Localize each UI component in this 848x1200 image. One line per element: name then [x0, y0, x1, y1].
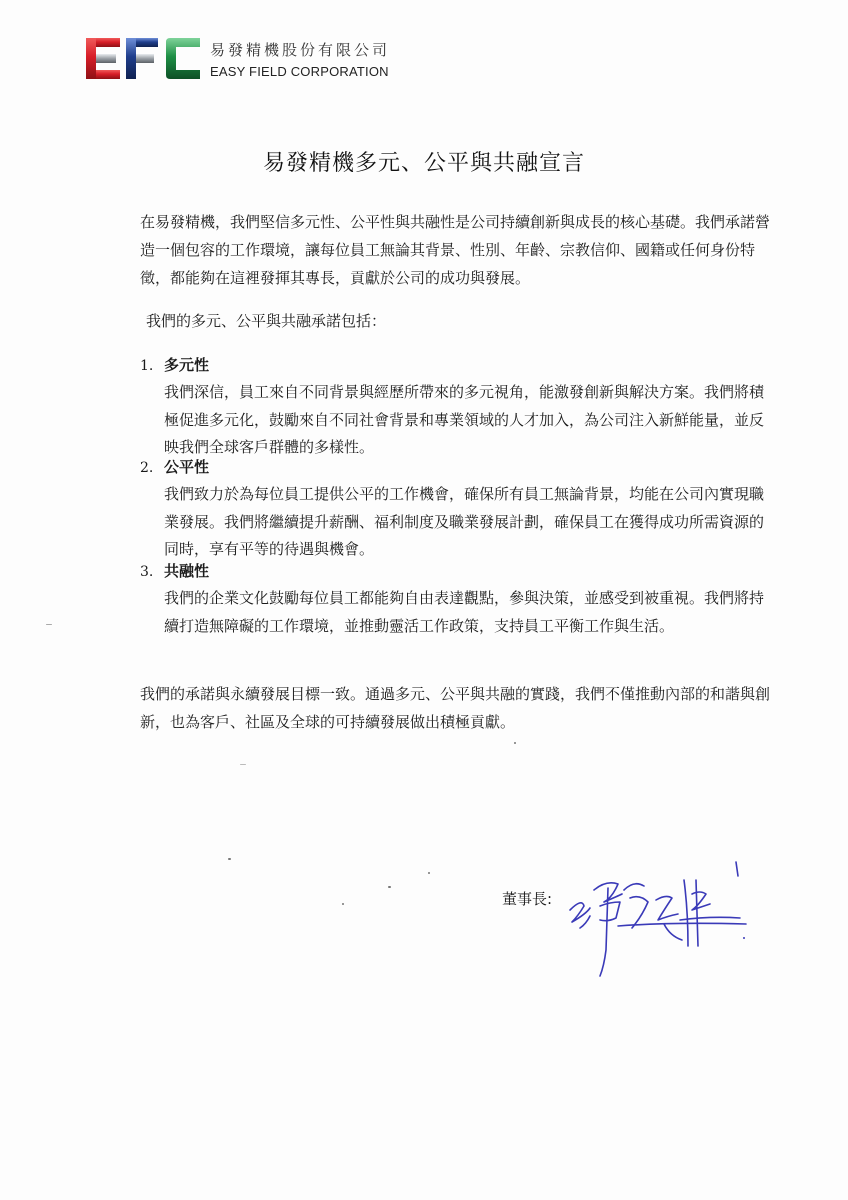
item-body: 我們致力於為每位員工提供公平的工作機會，確保所有員工無論背景，均能在公司內實現職業發展。我們將繼續提升薪酬、福利制度及職業發展計劃，確保員工在獲得成功所需資源的同時，享有平等的待遇與機會。 [164, 485, 765, 558]
scan-speck [428, 872, 430, 874]
scan-speck [46, 624, 52, 625]
commitment-item-equity [140, 454, 780, 564]
efc-logo [86, 36, 202, 82]
intro-paragraph: 在易發精機，我們堅信多元性、公平性與共融性是公司持續創新與成長的核心基礎。我們承諾營造一個包容的工作環境，讓每位員工無論其背景、性別、年齡、宗教信仰、國籍或任何身份特徵，都能夠在這裡發揮其專長，貢獻於公司的成功與發展。 [140, 213, 771, 287]
scan-speck [228, 858, 231, 860]
scan-speck [342, 903, 344, 905]
commitment-item-inclusion [140, 558, 780, 640]
document-title: 易發精機多元、公平與共融宣言 [262, 151, 585, 176]
company-name-zh: 易發精機股份有限公司 [210, 41, 391, 59]
item-title: 共融性 [164, 562, 210, 580]
item-title: 多元性 [164, 356, 210, 374]
item-body: 我們深信，員工來自不同背景與經歷所帶來的多元視角，能激發創新與解決方案。我們將積極促進多元化，鼓勵來自不同社會背景和專業領域的人才加入，為公司注入新鮮能量，並反映我們全球客戶群體的多樣性。 [164, 383, 765, 456]
company-name [210, 40, 390, 80]
closing-paragraph: 我們的承諾與永續發展目標一致。通過多元、公平與共融的實踐，我們不僅推動內部的和諧與創新，也為客戶、社區及全球的可持續發展做出積極貢獻。 [140, 685, 771, 731]
scan-speck [240, 764, 246, 765]
scan-speck [514, 742, 516, 744]
scan-speck [388, 886, 391, 888]
company-name-en: EASY FIELD CORPORATION [210, 64, 389, 79]
commitment-item-diversity [140, 352, 780, 462]
signature-label: 董事長: [502, 890, 553, 908]
commitments-lead: 我們的多元、公平與共融承諾包括： [146, 312, 387, 330]
item-body: 我們的企業文化鼓勵每位員工都能夠自由表達觀點，參與決策，並感受到被重視。我們將持續打造無障礙的工作環境，並推動靈活工作政策，支持員工平衡工作與生活。 [164, 589, 765, 635]
item-number: 3. [140, 564, 154, 580]
item-title: 公平性 [164, 458, 210, 476]
item-number: 1. [140, 358, 154, 374]
chairman-signature [560, 850, 760, 990]
item-number: 2. [140, 460, 154, 476]
